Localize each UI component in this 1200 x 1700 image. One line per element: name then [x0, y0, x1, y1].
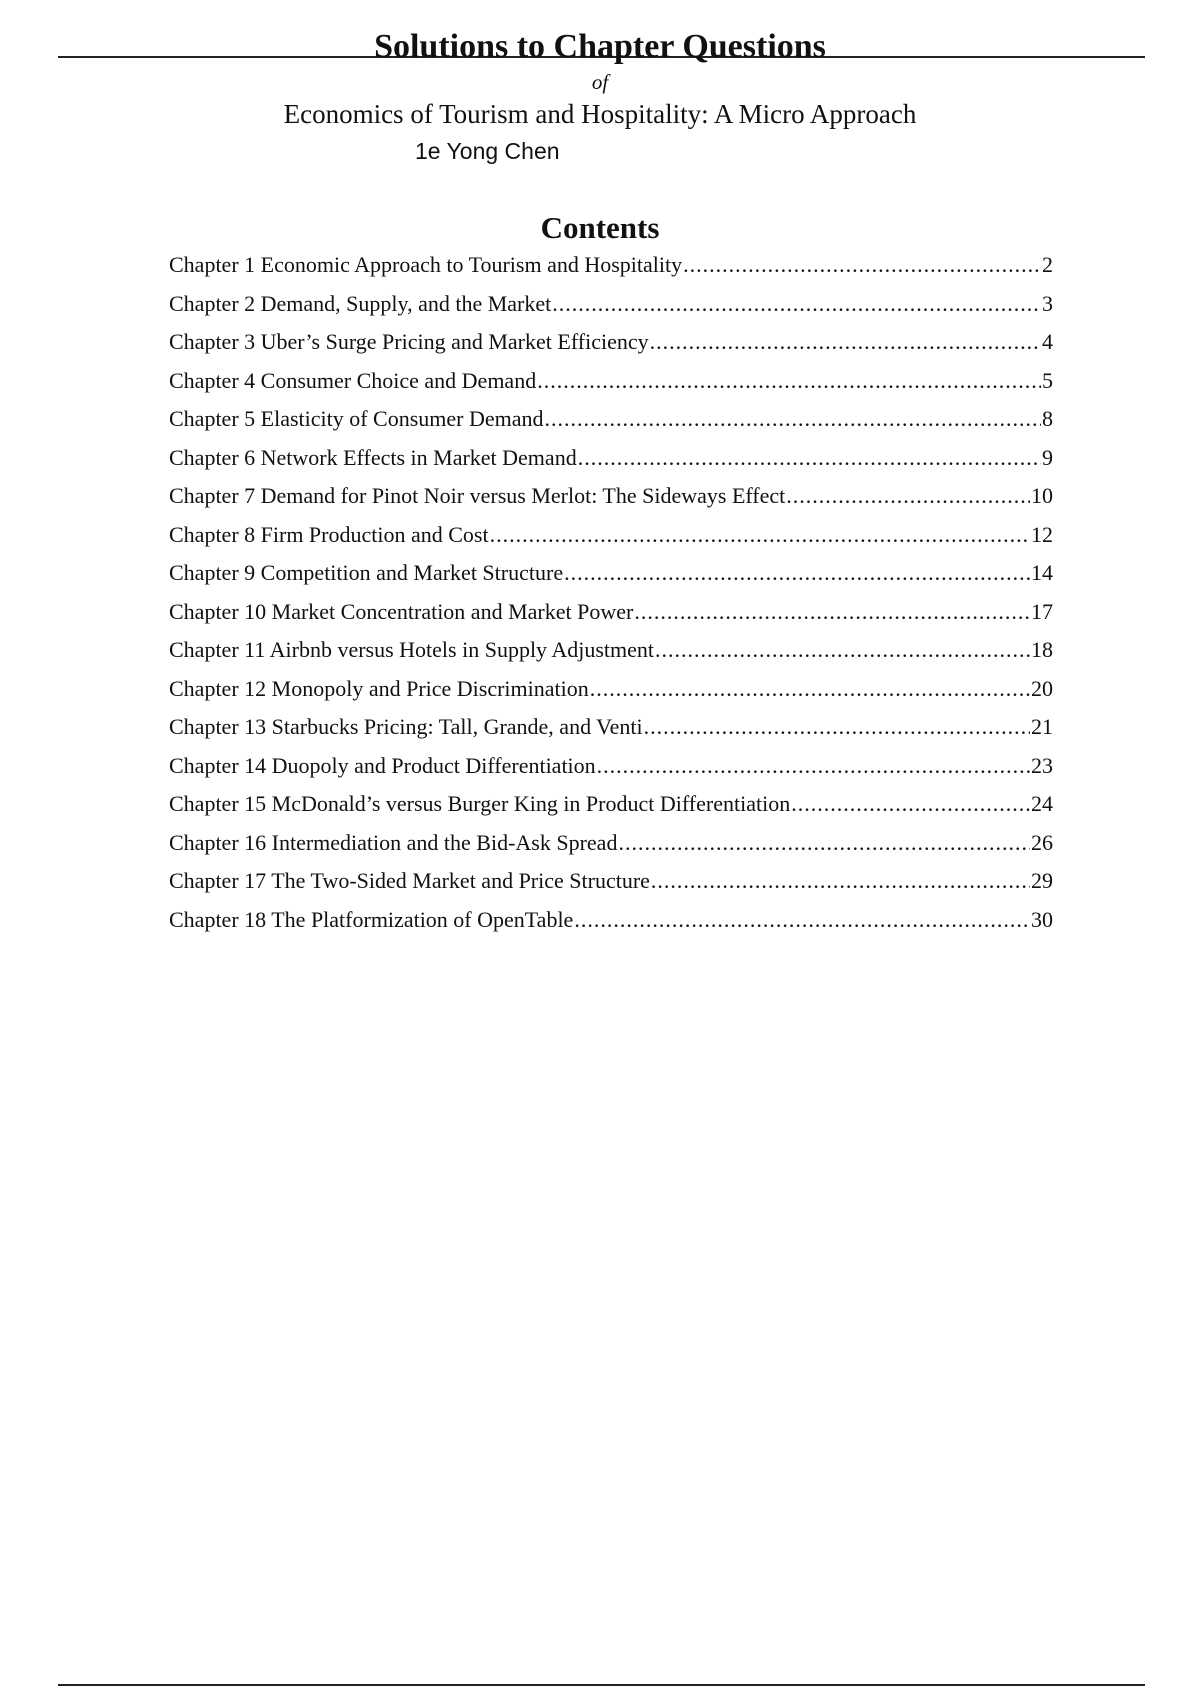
toc-entry-chapter-18[interactable]: [169, 901, 1053, 940]
toc-entry-title: Chapter 9 Competition and Market Structure: [169, 560, 564, 585]
toc-entry-chapter-7[interactable]: [169, 477, 1053, 516]
toc-entry-chapter-17[interactable]: [169, 862, 1053, 901]
toc-entry-chapter-4[interactable]: [169, 362, 1053, 401]
toc-entry-title: Chapter 3 Uber’s Surge Pricing and Market Efficiency: [169, 329, 649, 354]
toc-page-number: 21: [1031, 714, 1053, 739]
toc-leader-dots: [786, 477, 1030, 515]
toc-entry-title: Chapter 11 Airbnb versus Hotels in Supply Adjustment: [169, 637, 654, 662]
toc-entry-title: Chapter 12 Monopoly and Price Discrimination: [169, 675, 589, 701]
table-of-contents: [169, 246, 1053, 939]
toc-leader-dots: [644, 708, 1030, 746]
edition-author: 1e Yong Chen: [415, 138, 560, 164]
toc-entry-chapter-11[interactable]: [169, 631, 1053, 670]
toc-page-number: 10: [1031, 483, 1053, 508]
toc-leader-dots: [683, 246, 1041, 284]
toc-page-number: 8: [1042, 406, 1053, 431]
toc-entry-title: Chapter 5 Elasticity of Consumer Demand: [169, 406, 544, 431]
toc-entry-title: Chapter 6 Network Effects in Market Demand: [169, 444, 577, 470]
toc-page-number: 18: [1031, 637, 1053, 662]
toc-leader-dots: [650, 323, 1041, 361]
toc-entry-title: Chapter 15 McDonald’s versus Burger King in Product Differentiation: [169, 791, 791, 816]
contents-heading: Contents: [540, 210, 660, 245]
toc-page-number: 3: [1042, 290, 1053, 316]
toc-page-number: 14: [1031, 560, 1053, 585]
toc-entry-chapter-14[interactable]: [169, 747, 1053, 786]
toc-entry-chapter-1[interactable]: [169, 246, 1053, 285]
toc-entry-chapter-3[interactable]: [169, 323, 1053, 362]
toc-entry-chapter-10[interactable]: [169, 593, 1053, 632]
toc-entry-title: Chapter 2 Demand, Supply, and the Market: [169, 290, 552, 316]
toc-leader-dots: [618, 824, 1030, 862]
toc-entry-title: Chapter 14 Duopoly and Product Differentiation: [169, 752, 596, 778]
toc-entry-chapter-16[interactable]: [169, 824, 1053, 863]
toc-page-number: 29: [1031, 868, 1053, 893]
toc-leader-dots: [490, 516, 1030, 554]
book-title: Economics of Tourism and Hospitality: A Micro Approach: [283, 99, 917, 129]
toc-entry-title: Chapter 13 Starbucks Pricing: Tall, Grande, and Venti: [169, 714, 643, 739]
toc-entry-chapter-9[interactable]: [169, 554, 1053, 593]
toc-entry-title: Chapter 18 The Platformization of OpenTable: [169, 906, 574, 932]
toc-entry-chapter-15[interactable]: [169, 785, 1053, 824]
toc-entry-title: Chapter 1 Economic Approach to Tourism and Hospitality: [169, 252, 683, 277]
toc-entry-chapter-13[interactable]: [169, 708, 1053, 747]
toc-entry-chapter-2[interactable]: [169, 285, 1053, 324]
toc-entry-title: Chapter 8 Firm Production and Cost: [169, 521, 489, 547]
toc-leader-dots: [597, 747, 1030, 785]
toc-leader-dots: [552, 285, 1041, 323]
toc-leader-dots: [545, 400, 1041, 438]
toc-leader-dots: [564, 554, 1030, 592]
toc-page-number: 26: [1031, 829, 1053, 855]
toc-entry-title: Chapter 4 Consumer Choice and Demand: [169, 367, 537, 393]
toc-page-number: 9: [1042, 444, 1053, 470]
toc-page-number: 17: [1031, 598, 1053, 624]
toc-entry-chapter-6[interactable]: [169, 439, 1053, 478]
toc-page-number: 23: [1031, 752, 1053, 778]
toc-entry-title: Chapter 17 The Two-Sided Market and Price Structure: [169, 868, 650, 893]
toc-entry-chapter-12[interactable]: [169, 670, 1053, 709]
bottom-rule: [58, 1684, 1145, 1686]
toc-leader-dots: [655, 631, 1030, 669]
toc-page-number: 24: [1031, 791, 1053, 816]
toc-page-number: 12: [1031, 521, 1053, 547]
document-title: Solutions to Chapter Questions: [374, 28, 826, 65]
toc-entry-chapter-8[interactable]: [169, 516, 1053, 555]
title-connector: of: [591, 70, 609, 94]
toc-page-number: 2: [1042, 252, 1053, 277]
toc-entry-title: Chapter 10 Market Concentration and Market Power: [169, 598, 634, 624]
toc-page-number: 30: [1031, 906, 1053, 932]
toc-entry-title: Chapter 7 Demand for Pinot Noir versus Merlot: The Sideways Effect: [169, 483, 786, 508]
toc-page-number: 5: [1042, 367, 1053, 393]
toc-leader-dots: [590, 670, 1030, 708]
toc-leader-dots: [537, 362, 1041, 400]
toc-leader-dots: [791, 785, 1030, 823]
toc-leader-dots: [574, 901, 1030, 939]
toc-leader-dots: [651, 862, 1030, 900]
toc-entry-title: Chapter 16 Intermediation and the Bid-Ask Spread: [169, 829, 618, 855]
toc-leader-dots: [634, 593, 1030, 631]
toc-entry-chapter-5[interactable]: [169, 400, 1053, 439]
toc-page-number: 4: [1042, 329, 1053, 354]
toc-leader-dots: [578, 439, 1041, 477]
toc-page-number: 20: [1031, 675, 1053, 701]
